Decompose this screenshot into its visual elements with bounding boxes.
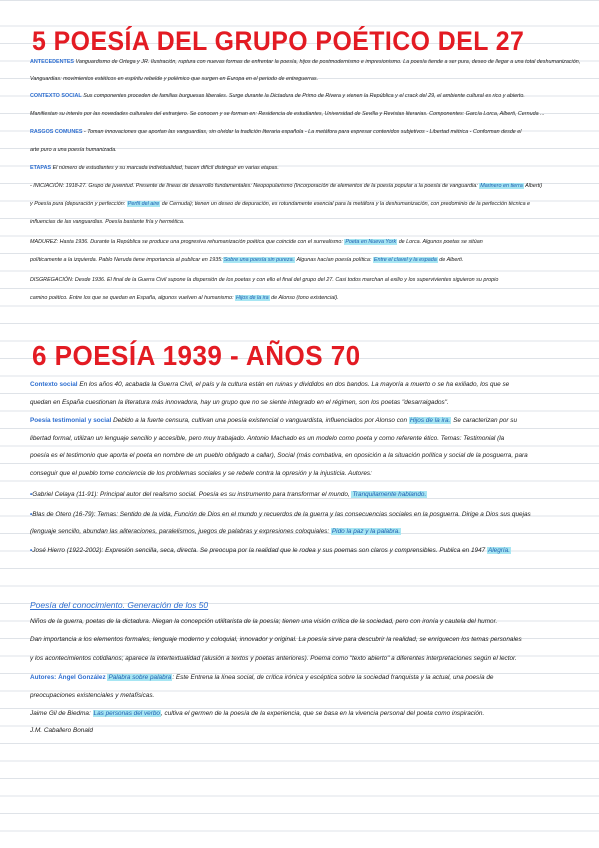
text-line	[30, 726, 585, 735]
highlight-title: Marinero en tierra	[480, 183, 523, 189]
text-line	[30, 380, 585, 389]
text-line	[30, 75, 585, 83]
section-title-27: 5 POESÍA DEL GRUPO POÉTICO DEL 27	[32, 26, 525, 56]
text-line	[30, 200, 585, 208]
text: de Alonso (tono existencial).	[271, 295, 339, 301]
bullet: •	[30, 511, 33, 518]
highlight-title: Poeta en Nueva York	[345, 239, 397, 245]
text: Blas de Otero (16-79): Temas: Sentido de la vida, Función de Dios en el mundo y recuerdos de la guerra y las consecuencias sociales en la posguerra. Dirige a Dios sus quejas	[32, 511, 531, 518]
text-line	[30, 164, 585, 172]
highlight-title: Las personas del verbo	[93, 710, 160, 717]
label-contexto-social: CONTEXTO SOCIAL	[30, 93, 82, 99]
label-antecedentes: ANTECEDENTES	[30, 59, 75, 65]
text-line	[30, 256, 585, 264]
text-line	[30, 110, 585, 118]
text: , cultiva el germen de la poesía de la experiencia, que se basa en la vivencia personal del poeta como inspiración.	[160, 710, 485, 717]
text: de Cernuda); tienen un deseo de depuración, es rotundamente esencial para la metáfora y la deshumanización, con predominio de la perfección técnica e	[161, 201, 531, 207]
text: políticamente a la izquierda. Pablo Neruda tiene importancia al publicar en 1935:	[30, 257, 223, 263]
text-line	[30, 398, 585, 407]
text: En los años 40, acabada la Guerra Civil, el país y la cultura están en ruinas y divididos en dos bandos. La mayoría a muerto o se ha exiliado, los que se	[79, 381, 510, 388]
text: - INICIACIÓN: 1918-27. Grupo de juventud. Presente de líneas de desarrollo fundamentales: Neopopularismo (Incorporación de elementos de la poesía popular a la poesía de vanguardia:	[30, 183, 478, 189]
text: preocupaciones existenciales y metafísicas.	[30, 692, 155, 699]
text: libertad formal, utilizan un lenguaje sencillo y accesible, pero muy trabajado. Antonio Machado es un modelo como poeta y como referente ético. Temas: Testimonial (la	[30, 435, 505, 442]
label-contexto-social: Contexto social	[30, 381, 78, 388]
text-line	[30, 654, 585, 663]
highlight-title: Pido la paz y la palabra.	[331, 528, 401, 535]
text: Gabriel Celaya (11-91): Principal autor del realismo social. Poesía es su instrumento para transformar el mundo,	[32, 491, 350, 498]
subsection-heading	[30, 600, 208, 610]
bullet: •	[30, 547, 33, 554]
text: José Hierro (1922-2002): Expresión sencilla, seca, directa. Se preocupa por la realidad que le rodea y sus poemas son claros y comprensibles. Publica en 1947	[32, 547, 486, 554]
text: de Lorca. Algunos poetas se sitúan	[398, 239, 483, 245]
text-line	[30, 510, 585, 519]
text: poesía es el testimonio que aporta el poeta en nombre de un pueblo obligado a callar), Social (más combativa, en oposición a la situación política y social de la posguerra, para	[30, 452, 528, 459]
highlight-title: Tranquilamente hablando.	[352, 491, 427, 498]
text-line	[30, 146, 585, 154]
text-line	[30, 691, 585, 700]
text-line	[30, 294, 585, 302]
text: Alberti)	[525, 183, 543, 189]
highlight-title: Alegría.	[487, 547, 510, 554]
text-line	[30, 490, 585, 499]
text-line	[30, 182, 585, 190]
text: y los acontecimientos cotidianos; aparece la intertextualidad (alusión a textos y poetas anteriores). Poema como "texto abierto" a diferentes interpretaciones según el lector.	[30, 655, 517, 662]
highlight-title: Sobre una poesía sin pureza.	[223, 257, 295, 263]
text: quedan en España cuestionan la literatura más innovadora, hay un grupo que no se siente integrado en el régimen, son los poetas "desarraigados".	[30, 399, 449, 406]
text: MADUREZ: Hasta 1936. Durante la República se produce una progresiva rehumanización poética que coincide con el surrealismo:	[30, 239, 343, 245]
text: J.M. Caballero Bonald	[30, 727, 93, 734]
bullet: •	[30, 491, 33, 498]
label-etapas: ETAPAS	[30, 165, 52, 171]
subsection-heading-text: Poesía del conocimiento. Generación de los 50	[30, 600, 209, 610]
text: Debido a la fuerte censura, cultivan una poesía existencial o vanguardista, influenciados por Alonso con	[113, 417, 408, 424]
text-line	[30, 92, 585, 100]
highlight-title: Hijos de la ira	[235, 295, 269, 301]
text: DISGREGACIÓN: Desde 1936. El final de la Guerra Civil supone la dispersión de los poetas y con ello el final del grupo del 27. Casi todos marchan al exilio y los supervivientes siguieron su propio	[30, 277, 499, 283]
text: conseguir que el pueblo tome conciencia de los problemas sociales y se rebele contra la opresión y la injusticia. Autores:	[30, 470, 372, 477]
label-poesia-testimonial: Poesía testimonial y social	[30, 417, 112, 424]
text: Manifiestan su interés por las novedades culturales del extranjero. Se conocen y se forman en: Residencia de estudiantes, Universidad de Sevilla y Revistas literarias. Componentes: García Lorca, Alberti, Cernuda ...	[30, 111, 545, 117]
text-line	[30, 673, 585, 682]
text: Vanguardismo de Ortega y JR. Ilustración, ruptura con nuevas formas de enfrentar la poesía, hijos de postmodernismo e impresionismo. La poesía tiende a ser pura, deseo de llegar a una total deshumanización,	[75, 59, 581, 65]
text: de Alberti.	[439, 257, 464, 263]
text-line	[30, 276, 585, 284]
text: Dan importancia a los elementos formales, lenguaje moderno y coloquial, innovador y original. La poesía sirve para descubrir la realidad, se enriquecen los temas personales	[30, 636, 522, 643]
text-line	[30, 709, 585, 718]
text: camino poético. Entre los que se quedan en España, algunos vuelven al humanismo:	[30, 295, 234, 301]
text-line	[30, 128, 585, 136]
text-line	[30, 218, 585, 226]
text: : Este Entrena la línea social, de crítica irónica y escéptica sobre la sociedad franquista y la actual, una poesía de	[172, 674, 494, 681]
text: Sus componentes proceden de familias burguesas liberales. Surge durante la Dictadura de Primo de Rivera y vienen la República y el crack del 29, el ambiente cultural es rico y abierto.	[83, 93, 525, 99]
text: Vanguardias: movimientos estéticos en espíritu rebelde y polémico que surgen en Europa en el periodo de entreguerras.	[30, 76, 319, 82]
text: El número de estudiantes y su marcada individualidad, hacen difícil distinguir en varias etapas.	[52, 165, 279, 171]
highlight-title: Perfil del aire	[127, 201, 160, 207]
label-rasgos-comunes: RASGOS COMUNES	[30, 129, 83, 135]
section-title-1939: 6 POESÍA 1939 - AÑOS 70	[32, 340, 361, 371]
highlight-title: Hijos de la ira.	[409, 417, 451, 424]
text-line	[30, 434, 585, 443]
text: arte puro a una poesía humanizada.	[30, 147, 117, 153]
text: influencias de las vanguardias. Poesía bastante fría y hermética.	[30, 219, 185, 225]
text-line	[30, 635, 585, 644]
text: Niños de la guerra, poetas de la dictadura. Niegan la concepción utilitarista de la poesía; tienen una visión crítica de la sociedad, pero con ironía y cautela del humor.	[30, 618, 498, 625]
label-autores: Autores:	[30, 674, 57, 681]
text: y Poesía pura (depuración y perfección:	[30, 201, 126, 207]
text-line	[30, 416, 585, 425]
text-line	[30, 58, 585, 66]
text-line	[30, 546, 585, 555]
highlight-title: Palabra sobre palabra	[108, 674, 172, 681]
text: Algunas hacían poesía política:	[296, 257, 372, 263]
text-line	[30, 469, 585, 478]
text: (lenguaje sencillo, abundan las aliteraciones, paralelismos, juegos de palabras y expresiones coloquiales:	[30, 528, 330, 535]
highlight-title: Entre el clavel y la espada	[373, 257, 437, 263]
author-name: Ángel González	[58, 674, 106, 681]
text-line	[30, 617, 585, 626]
text: Jaime Gil de Biedma:	[30, 710, 91, 717]
text-line	[30, 238, 585, 246]
text: Se caracterizan por su	[453, 417, 518, 424]
text: - Toman innovaciones que aportan las vanguardias, sin olvidar la tradición literaria española - La metáfora para expresar contenidos subjetivos - Libertad métrica - Conforman desde el	[83, 129, 522, 135]
text-line	[30, 451, 585, 460]
text-line	[30, 527, 585, 536]
